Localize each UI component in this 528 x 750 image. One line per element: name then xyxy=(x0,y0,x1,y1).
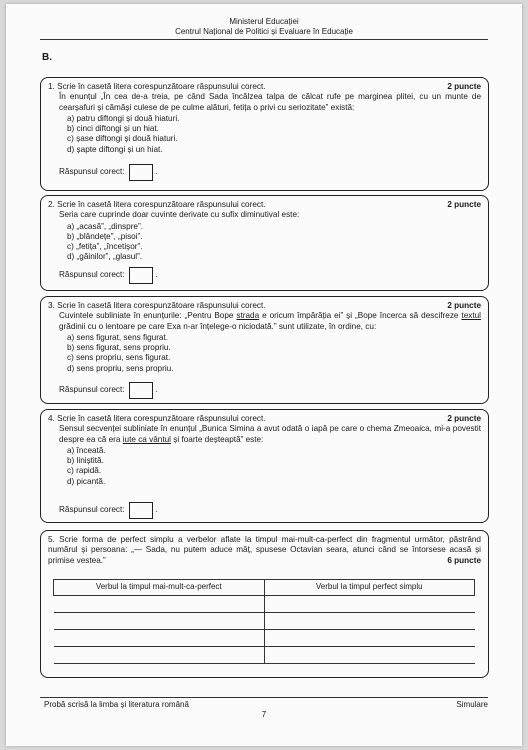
q3-underlined-word-1: strada xyxy=(236,311,260,321)
q4-text-part-2: și foarte deșteaptă” este: xyxy=(170,434,264,444)
q5-cell-simple-past-2[interactable] xyxy=(264,613,475,630)
q3-text-part-1: Cuvintele subliniate în enunțurile: „Pentru Bope xyxy=(59,311,237,321)
q4-options xyxy=(48,446,481,487)
q2-text: Seria care cuprinde doar cuvinte derivate cu sufix diminutival este: xyxy=(59,210,300,220)
q1-answer-box[interactable] xyxy=(129,164,153,181)
q4-option-d: d) picantă. xyxy=(67,476,106,486)
q2-points: 2 puncte xyxy=(447,200,481,209)
q3-option-c: c) sens propriu, sens figurat. xyxy=(67,353,171,363)
q3-text-part-2: e oricum împărăția ei” și „Bope încerca să descifreze xyxy=(259,311,462,321)
q1-options xyxy=(48,114,481,155)
q3-instruction: 3. Scrie în casetă litera corespunzătoare răspunsului corect. xyxy=(48,301,266,310)
q3-text xyxy=(48,311,481,332)
table-row xyxy=(54,630,475,647)
q4-answer-row: Răspunsul corect: . xyxy=(59,502,158,519)
q3-answer-box[interactable] xyxy=(129,382,153,399)
page-number: 7 xyxy=(261,710,267,719)
footer-subject: Probă scrisă la limba și literatura română xyxy=(44,700,189,709)
q2-option-a: a) „acasă”, „dinspre”. xyxy=(67,221,143,231)
q3-options xyxy=(48,333,481,374)
q2-answer-row: Răspunsul corect: . xyxy=(59,267,158,284)
q1-points: 2 puncte xyxy=(447,82,481,91)
q3-option-d: d) sens propriu, sens propriu. xyxy=(67,363,174,373)
q2-option-d: d) „găinilor”, „glasul”. xyxy=(67,252,143,262)
exam-page xyxy=(6,4,522,746)
q5-col-header-2: Verbul la timpul perfect simplu xyxy=(264,580,475,596)
q3-option-a: a) sens figurat, sens figurat. xyxy=(67,332,169,342)
q4-text-part-1: Sensul secvenței subliniate în enunțul „Bunica Simina a avut odată o iapă pe care o chema Zmeoaica, mi-a povestit despre ea că era xyxy=(59,424,481,444)
table-row xyxy=(54,613,475,630)
q1-answer-label: Răspunsul corect: xyxy=(59,167,125,177)
q2-answer-box[interactable] xyxy=(129,267,153,284)
question-3 xyxy=(40,296,489,404)
q5-cell-simple-past-1[interactable] xyxy=(264,596,475,613)
q1-option-a: a) patru diftongi și două hiaturi. xyxy=(67,113,180,123)
q3-answer-label: Răspunsul corect: xyxy=(59,385,125,395)
q3-text-part-3: grădinii cu o lentoare pe care Exa n-ar înțelege-o niciodată.” sunt utilizate, în ordine, cu: xyxy=(59,321,377,331)
ministry-name: Ministerul Educației xyxy=(229,17,299,26)
q4-option-b: b) liniștită. xyxy=(67,456,104,466)
q1-option-d: d) șapte diftongi și un hiat. xyxy=(67,144,163,154)
q4-instruction: 4. Scrie în casetă litera corespunzătoare răspunsului corect. xyxy=(48,414,266,423)
page-header xyxy=(6,17,522,37)
center-name: Centrul Național de Politici și Evaluare în Educație xyxy=(175,27,353,36)
q3-answer-row: Răspunsul corect: . xyxy=(59,382,158,399)
q1-option-b: b) cinci diftongi și un hiat. xyxy=(67,124,159,134)
q2-instruction: 2. Scrie în casetă litera corespunzătoare răspunsului corect. xyxy=(48,200,266,209)
q5-cell-simple-past-3[interactable] xyxy=(264,630,475,647)
footer-exam-type: Simulare xyxy=(456,700,488,709)
q2-option-c: c) „fetița”, „încetișor”. xyxy=(67,242,143,252)
q2-option-b: b) „blândețe”, „pisoi”. xyxy=(67,231,143,241)
q1-option-c: c) șase diftongi și două hiaturi. xyxy=(67,134,178,144)
q5-cell-past-perfect-4[interactable] xyxy=(54,647,265,664)
q4-option-a: a) înceată. xyxy=(67,445,106,455)
question-4 xyxy=(40,409,489,523)
q4-answer-box[interactable] xyxy=(129,502,153,519)
q4-option-c: c) rapidă. xyxy=(67,466,102,476)
q3-underlined-word-2: textul xyxy=(461,311,481,321)
q5-col-header-1: Verbul la timpul mai-mult-ca-perfect xyxy=(54,580,265,596)
table-row xyxy=(54,596,475,613)
q5-cell-past-perfect-2[interactable] xyxy=(54,613,265,630)
footer-divider xyxy=(40,697,488,698)
q1-instruction: 1. Scrie în casetă litera corespunzătoare răspunsului corect. xyxy=(48,82,266,91)
q5-cell-past-perfect-1[interactable] xyxy=(54,596,265,613)
q2-answer-label: Răspunsul corect: xyxy=(59,270,125,280)
header-divider xyxy=(40,39,488,40)
q2-options xyxy=(48,222,481,263)
q5-cell-past-perfect-3[interactable] xyxy=(54,630,265,647)
question-2 xyxy=(40,195,489,291)
q4-points: 2 puncte xyxy=(447,414,481,423)
q4-underlined-phrase: iute ca vântul xyxy=(122,434,171,444)
q4-answer-label: Răspunsul corect: xyxy=(59,505,125,515)
q5-cell-simple-past-4[interactable] xyxy=(264,647,475,664)
section-title: B. xyxy=(42,52,52,63)
q4-text xyxy=(48,424,481,445)
q1-text: În enunțul „În cea de-a treia, pe când Sada încălzea talpa de călcat rufe pe marginea plitei, cu un munte de cearșafuri și cămăși culese de pe culme alături, fetița o privi cu seriozitate” există: xyxy=(59,92,481,112)
q5-text: 5. Scrie forma de perfect simplu a verbelor aflate la timpul mai-mult-ca-perfect din fragmentul următor, păstrând numărul și persoana: „— Sada, nu putem aduce mâț, spusese Octavian seara, atunci când se întorsese acasă și primise vestea.” xyxy=(48,535,481,565)
question-5 xyxy=(40,530,489,678)
q3-option-b: b) sens figurat, sens propriu. xyxy=(67,343,171,353)
q3-points: 2 puncte xyxy=(447,301,481,310)
question-1 xyxy=(40,77,489,191)
q5-answer-table xyxy=(53,579,475,664)
q5-points: 6 puncte xyxy=(447,555,481,565)
q1-answer-row: Răspunsul corect: . xyxy=(59,164,158,181)
table-row xyxy=(54,647,475,664)
